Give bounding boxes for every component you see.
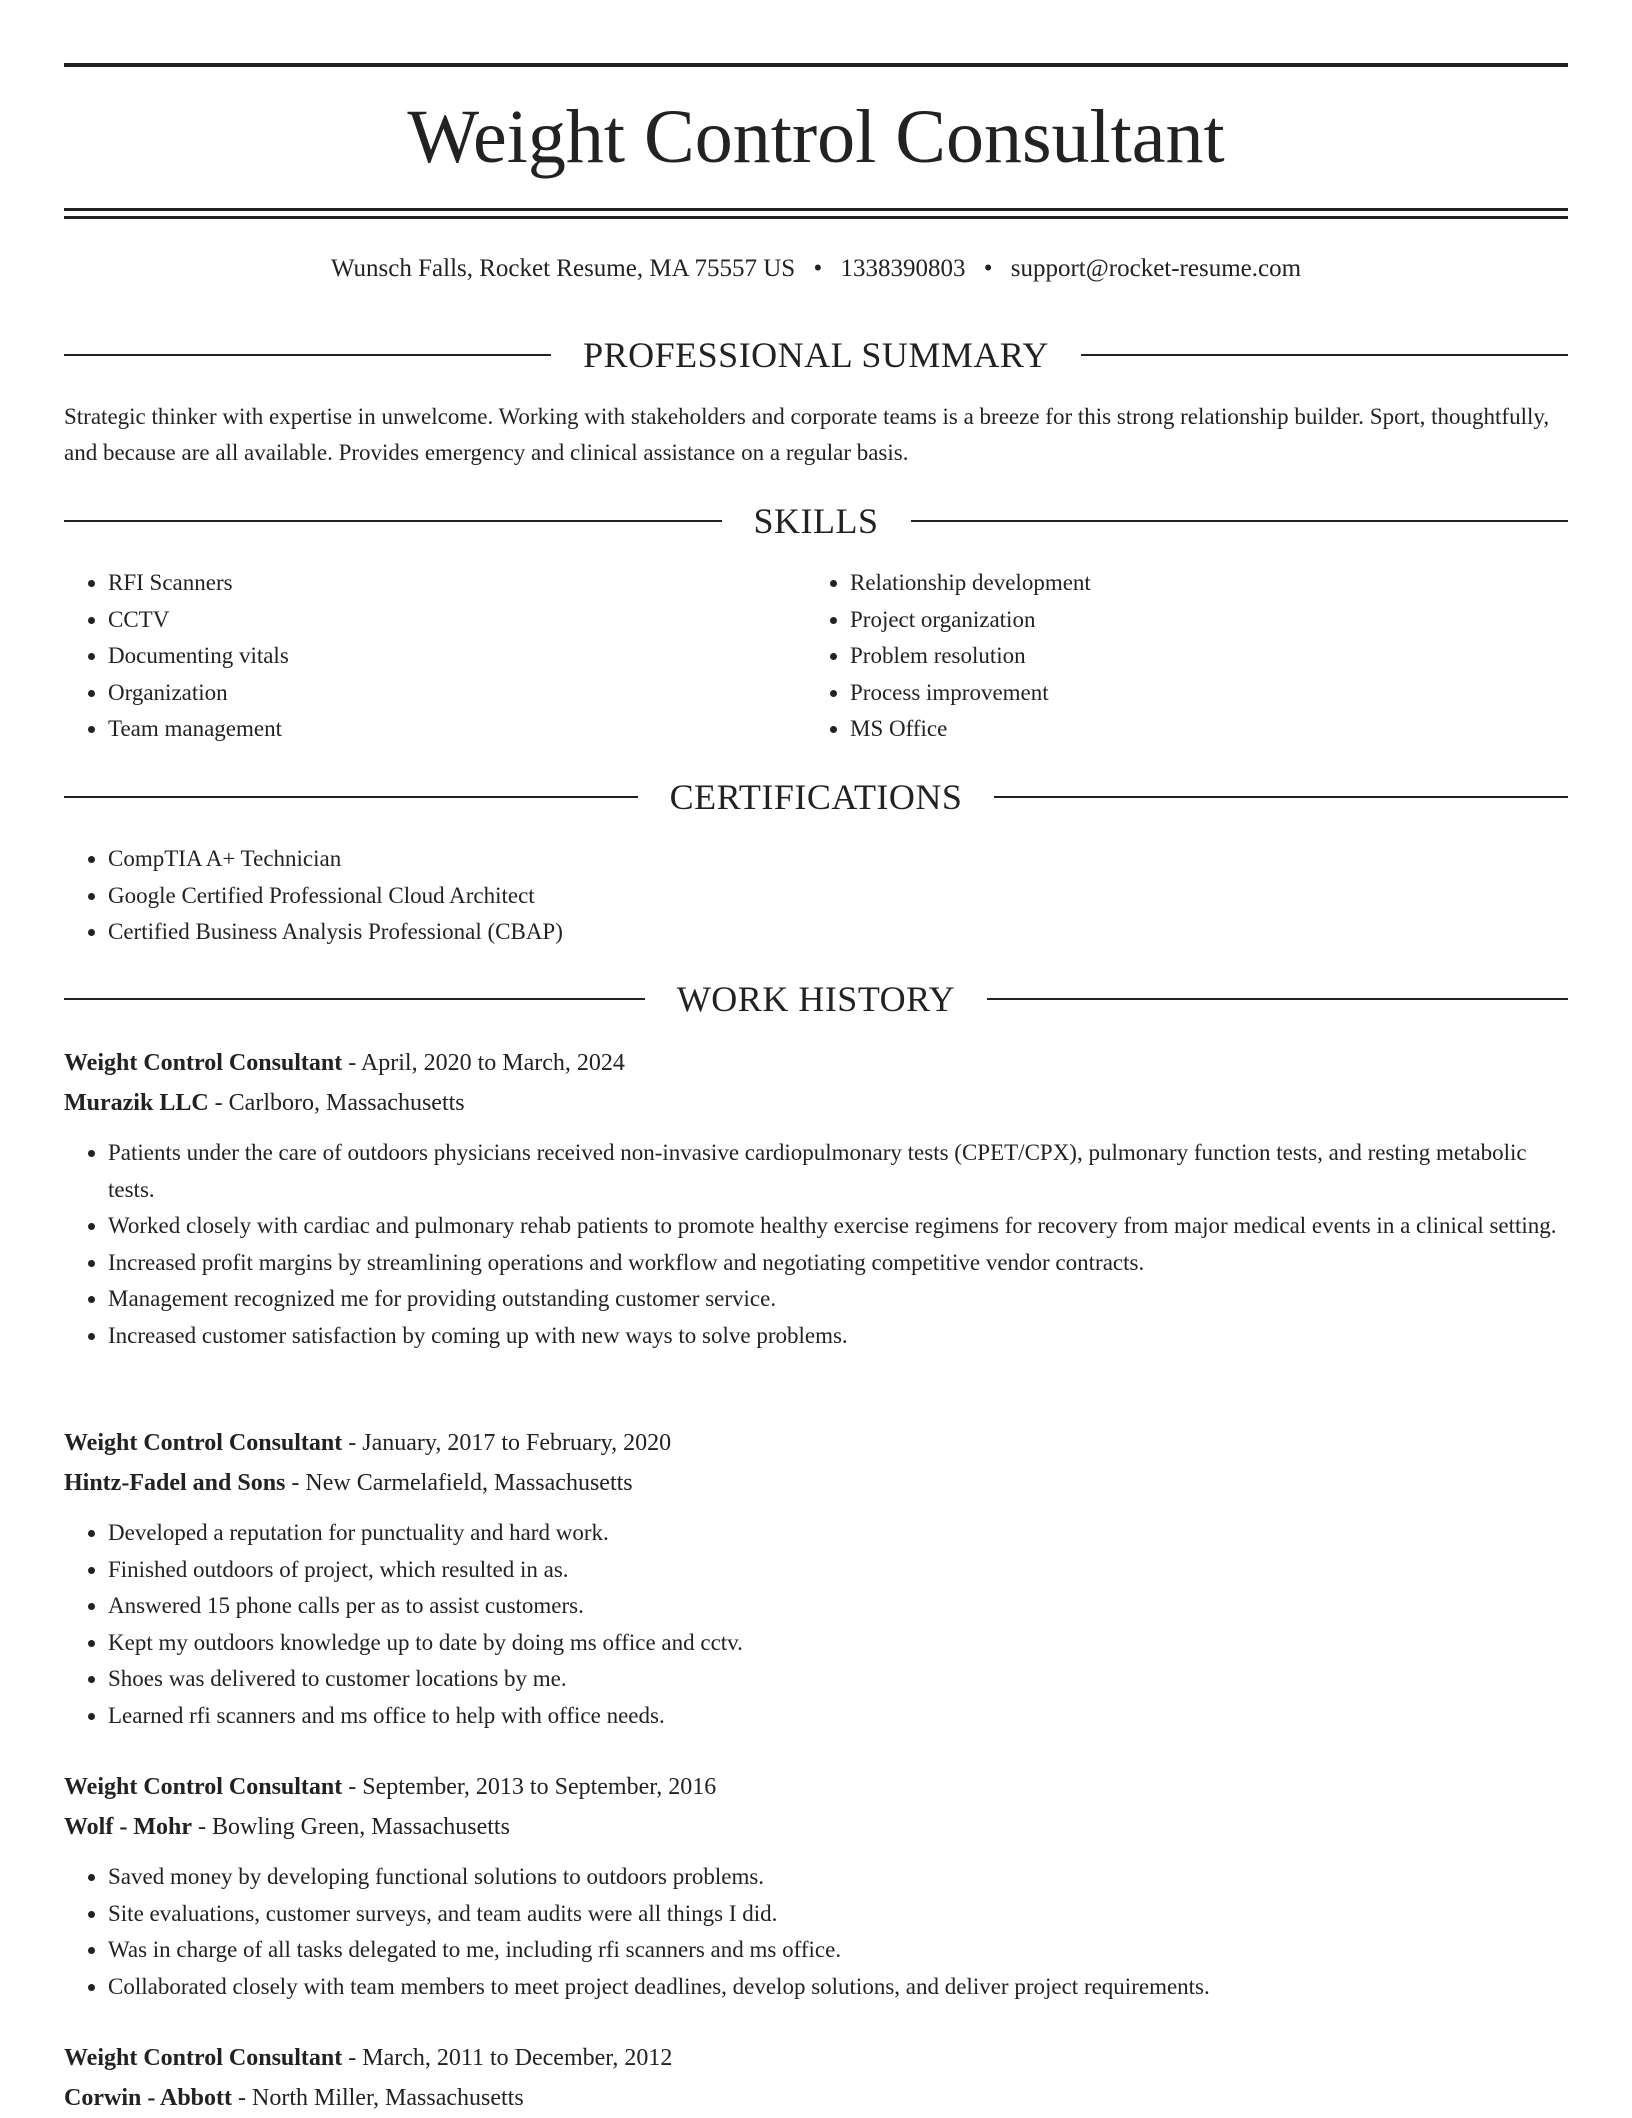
skill-item: • Documenting vitals [108, 638, 764, 675]
job-title: Weight Control Consultant [64, 2045, 343, 2071]
job-location: - New Carmelafield, Massachusetts [285, 1470, 633, 1496]
top-rule [64, 63, 1568, 67]
job-bullet: • Increased customer satisfaction by coming up with new ways to solve problems. [108, 1318, 1568, 1355]
job-location: - Carlboro, Massachusetts [208, 1090, 465, 1116]
job-bullet: • Patients under the care of outdoors physicians received non-invasive cardiopulmonary tests (CPET/CPX), pulmonary function tests, and resting metabolic tests. [108, 1135, 1568, 1208]
job-title: Weight Control Consultant [64, 1050, 343, 1076]
skill-item: • RFI Scanners [108, 565, 764, 602]
job-title: Weight Control Consultant [64, 1774, 343, 1800]
skill-item: • Team management [108, 711, 764, 748]
section-rule [994, 796, 1568, 798]
skills-left-column [64, 565, 764, 748]
job-bullet: • Saved money by developing functional solutions to outdoors problems. [108, 1859, 1568, 1896]
job-entry [64, 1423, 1568, 1734]
section-header-summary [64, 333, 1568, 377]
job-company-line [64, 1807, 1568, 1847]
job-title-line [64, 1423, 1568, 1463]
job-bullet: • Finished outdoors of project, which resulted in as. [108, 1552, 1568, 1589]
job-dates: - September, 2013 to September, 2016 [342, 1774, 717, 1800]
section-header-skills [64, 499, 1568, 543]
title-rule-lower [64, 216, 1568, 219]
skill-item: • Problem resolution [850, 638, 1506, 675]
job-dates: - April, 2020 to March, 2024 [342, 1050, 625, 1076]
contact-line [64, 253, 1568, 285]
job-bullet: • Increased profit margins by streamlining operations and workflow and negotiating competitive vendor contracts. [108, 1245, 1568, 1282]
skill-item: • Project organization [850, 602, 1506, 639]
job-title: Weight Control Consultant [64, 1430, 343, 1456]
job-bullet: • Kept my outdoors knowledge up to date by doing ms office and cctv. [108, 1625, 1568, 1662]
job-company: Wolf - Mohr [64, 1814, 192, 1840]
certification-item: • CompTIA A+ Technician [108, 841, 1568, 878]
job-location: - Bowling Green, Massachusetts [191, 1814, 510, 1840]
section-rule [1081, 354, 1568, 356]
section-title: WORK HISTORY [676, 979, 956, 1019]
job-bullet: • Was in charge of all tasks delegated to me, including rfi scanners and ms office. [108, 1932, 1568, 1969]
title-rule-upper [64, 208, 1568, 211]
job-bullet: • Site evaluations, customer surveys, and team audits were all things I did. [108, 1896, 1568, 1933]
section-rule [64, 796, 638, 798]
job-entry [64, 1767, 1568, 2005]
skill-item: • MS Office [850, 711, 1506, 748]
job-company-line [64, 2078, 1568, 2118]
section-title: CERTIFICATIONS [669, 777, 963, 817]
section-rule [64, 998, 645, 1000]
certifications-list [64, 841, 1568, 951]
certification-item: • Google Certified Professional Cloud Architect [108, 878, 1568, 915]
contact-phone: 1338390803 [840, 255, 966, 282]
section-header-work-history [64, 977, 1568, 1021]
job-title-line [64, 1767, 1568, 1807]
job-bullet: • Developed a reputation for punctuality and hard work. [108, 1515, 1568, 1552]
job-company: Corwin - Abbott [64, 2085, 233, 2111]
section-title: PROFESSIONAL SUMMARY [583, 335, 1049, 375]
job-dates: - March, 2011 to December, 2012 [342, 2045, 673, 2071]
skill-item: • Organization [108, 675, 764, 712]
section-header-certifications [64, 775, 1568, 819]
section-title: SKILLS [753, 501, 879, 541]
contact-address: Wunsch Falls, Rocket Resume, MA 75557 US [330, 255, 796, 282]
skills-right-column [806, 565, 1506, 748]
job-bullet: • Worked closely with cardiac and pulmonary rehab patients to promote healthy exercise regimens for recovery from major medical events in a clinical setting. [108, 1208, 1568, 1245]
job-bullet: • Learned rfi scanners and ms office to help with office needs. [108, 1698, 1568, 1735]
skill-item: • CCTV [108, 602, 764, 639]
job-company-line [64, 1463, 1568, 1503]
job-bullet: • Collaborated closely with team members to meet project deadlines, develop solutions, and deliver project requirements. [108, 1969, 1568, 2006]
job-company: Murazik LLC [64, 1090, 209, 1116]
section-rule [911, 520, 1569, 522]
section-rule [64, 354, 551, 356]
contact-separator: • [813, 255, 823, 282]
job-entry [64, 1043, 1568, 1354]
section-rule [64, 520, 722, 522]
summary-text: Strategic thinker with expertise in unwelcome. Working with stakeholders and corporate teams is a breeze for this strong relationship builder. Sport, thoughtfully, and because are all available. Provides emergency and clinical assistance on a regular basis. [64, 404, 1550, 465]
section-rule [987, 998, 1568, 1000]
job-entry [64, 2038, 1568, 2118]
skill-item: • Process improvement [850, 675, 1506, 712]
job-dates: - January, 2017 to February, 2020 [342, 1430, 672, 1456]
job-company-line [64, 1083, 1568, 1123]
certification-item: • Certified Business Analysis Professional (CBAP) [108, 914, 1568, 951]
job-location: - North Miller, Massachusetts [232, 2085, 524, 2111]
job-bullet: • Answered 15 phone calls per as to assist customers. [108, 1588, 1568, 1625]
skill-item: • Relationship development [850, 565, 1506, 602]
contact-email: support@rocket-resume.com [1010, 255, 1302, 282]
contact-separator: • [983, 255, 993, 282]
job-title-line [64, 2038, 1568, 2078]
job-company: Hintz-Fadel and Sons [64, 1470, 286, 1496]
resume-title: Weight Control Consultant [407, 95, 1225, 179]
job-bullet: • Management recognized me for providing outstanding customer service. [108, 1281, 1568, 1318]
job-title-line [64, 1043, 1568, 1083]
job-bullet: • Shoes was delivered to customer locations by me. [108, 1661, 1568, 1698]
